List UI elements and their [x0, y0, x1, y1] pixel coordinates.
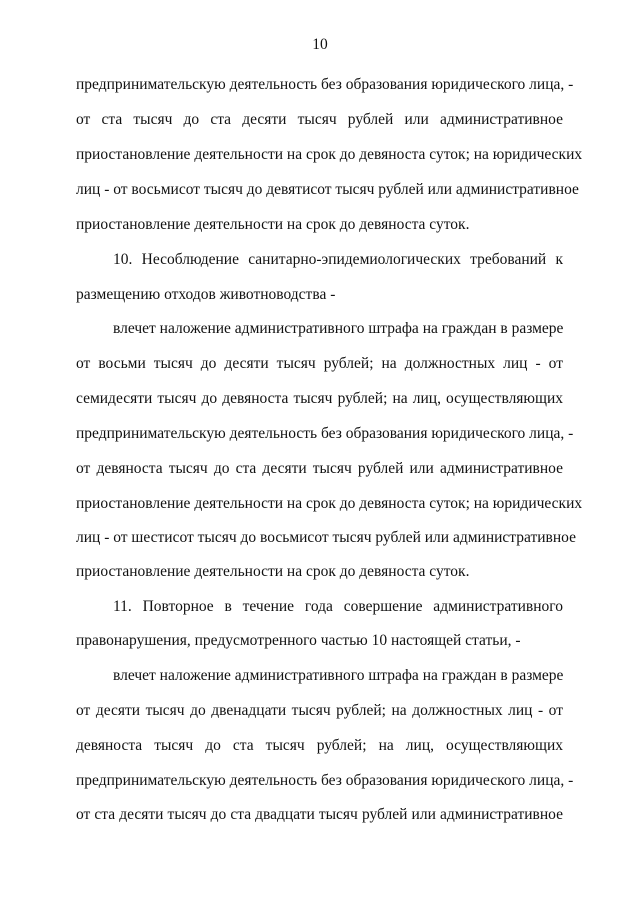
text-line: влечет наложение административного штрафа на граждан в размере	[113, 667, 564, 684]
text-line: от ста десяти тысяч до ста двадцати тысяч рублей или административное	[76, 806, 563, 823]
text-line: размещению отходов животноводства -	[76, 286, 336, 303]
text-line: от восьми тысяч до десяти тысяч рублей; на должностных лиц - от	[76, 355, 563, 372]
text-line: предпринимательскую деятельность без образования юридического лица, -	[76, 772, 574, 789]
text-line: от ста тысяч до ста десяти тысяч рублей или административное	[76, 111, 563, 128]
text-line: от девяноста тысяч до ста десяти тысяч рублей или административное	[76, 460, 563, 477]
text-line: влечет наложение административного штрафа на граждан в размере	[113, 320, 564, 337]
paragraph-10-heading: 10. Несоблюдение санитарно-эпидемиологических требований к	[113, 251, 563, 268]
text-line: семидесяти тысяч до девяноста тысяч рублей; на лиц, осуществляющих	[76, 390, 563, 407]
paragraph-11-heading: 11. Повторное в течение года совершение административного	[113, 598, 563, 615]
page-number: 10	[312, 36, 328, 53]
text-line: лиц - от восьмисот тысяч до девятисот тысяч рублей или административное	[76, 181, 579, 198]
text-line: правонарушения, предусмотренного частью 10 настоящей статьи, -	[76, 632, 521, 649]
text-line: приостановление деятельности на срок до девяноста суток.	[76, 216, 470, 233]
text-line: предпринимательскую деятельность без образования юридического лица, -	[76, 425, 574, 442]
text-line: приостановление деятельности на срок до девяноста суток.	[76, 563, 470, 580]
text-line: приостановление деятельности на срок до девяноста суток; на юридических	[76, 495, 583, 512]
text-line: приостановление деятельности на срок до девяноста суток; на юридических	[76, 146, 583, 163]
text-line: девяноста тысяч до ста тысяч рублей; на лиц, осуществляющих	[76, 737, 563, 754]
text-line: от десяти тысяч до двенадцати тысяч рублей; на должностных лиц - от	[76, 702, 563, 719]
text-line: лиц - от шестисот тысяч до восьмисот тысяч рублей или административное	[76, 529, 576, 546]
text-line: предпринимательскую деятельность без образования юридического лица, -	[76, 76, 574, 93]
